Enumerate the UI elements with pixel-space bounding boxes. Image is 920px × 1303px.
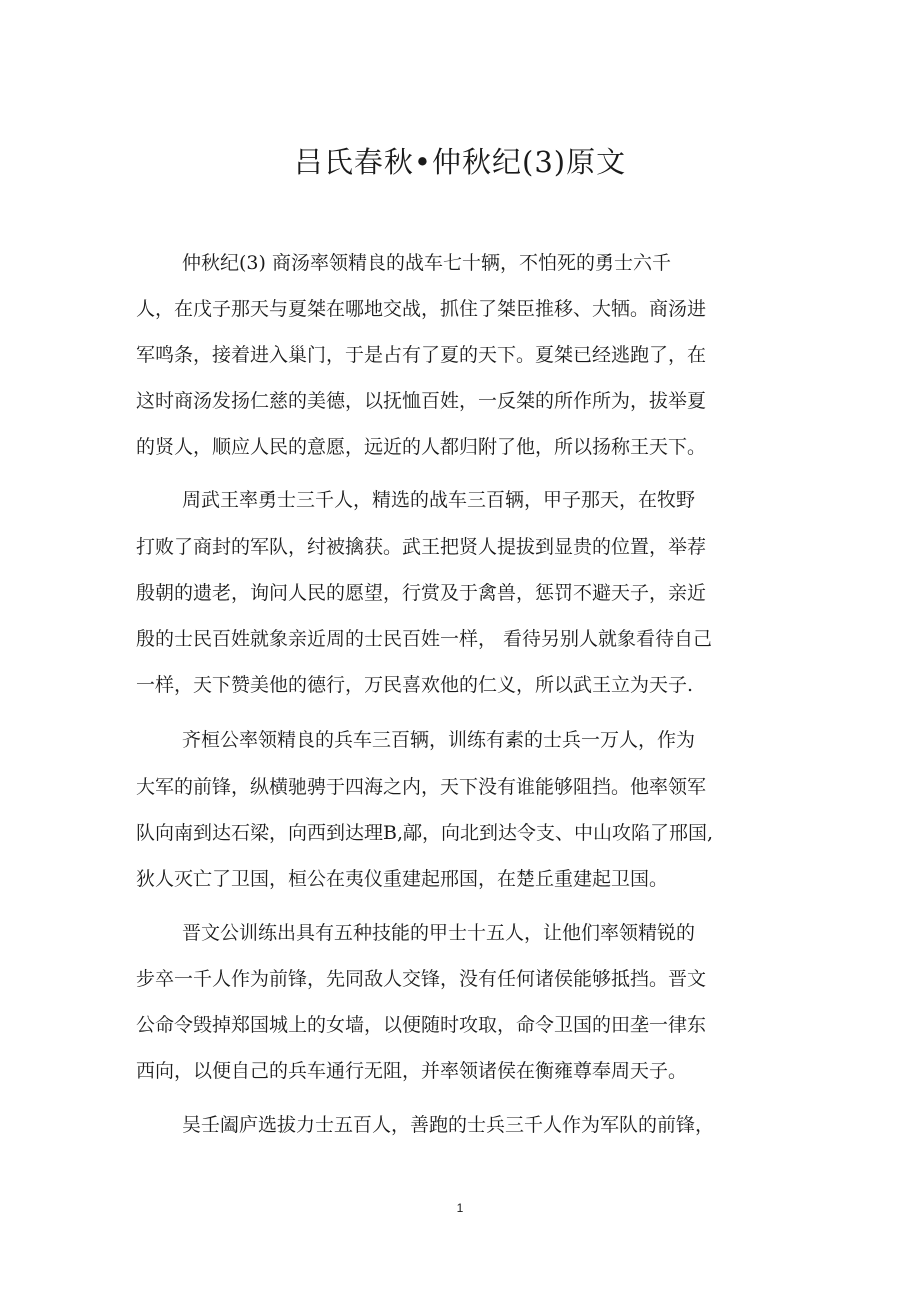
paragraph-line: 大军的前锋，纵横驰骋于四海之内，天下没有谁能够阻挡。他率领军 bbox=[136, 776, 707, 798]
paragraph-line: 仲秋纪(3) 商汤率领精良的战车七十辆，不怕死的勇士六千 bbox=[182, 252, 671, 274]
paragraph-line: 殷朝的遗老，询问人民的愿望，行赏及于禽兽，惩罚不避天子，亲近 bbox=[136, 582, 707, 604]
paragraph-line: 吴壬阖庐选拔力士五百人，善跑的士兵三千人作为军队的前锋， bbox=[182, 1114, 715, 1136]
paragraph-line: 打败了商封的军队，纣被擒获。武王把贤人提拔到显贵的位置，举荐 bbox=[136, 536, 707, 558]
paragraph-line: 公命令毁掉郑国城上的女墙，以便随时攻取，命令卫国的田垄一律东 bbox=[136, 1014, 707, 1036]
paragraph-line: 齐桓公率领精良的兵车三百辆，训练有素的士兵一万人，作为 bbox=[182, 729, 696, 751]
page-number: 1 bbox=[456, 1201, 464, 1215]
paragraph-line: 这时商汤发扬仁慈的美德，以抚恤百姓，一反桀的所作所为，拔举夏 bbox=[136, 390, 707, 412]
paragraph-line: 狄人灭亡了卫国，桓公在夷仪重建起邢国，在楚丘重建起卫国。 bbox=[136, 868, 669, 890]
paragraph-line: 的贤人，顺应人民的意愿，远近的人都归附了他，所以扬称王天下。 bbox=[136, 436, 707, 458]
paragraph-line: 周武王率勇士三千人，精选的战车三百辆，甲子那天，在牧野 bbox=[182, 489, 696, 511]
paragraph-line: 队向南到达石梁，向西到达理B,鄗，向北到达令支、中山攻陷了邢国, bbox=[136, 822, 714, 844]
paragraph-line: 殷的士民百姓就象亲近周的士民百姓一样， 看待另别人就象看待自己 bbox=[136, 628, 713, 650]
paragraph-line: 一样，天下赞美他的德行，万民喜欢他的仁义，所以武王立为天子. bbox=[136, 674, 694, 696]
paragraph-line: 人，在戊子那天与夏桀在哪地交战，抓住了桀臣推移、大牺。商汤进 bbox=[136, 298, 707, 320]
paragraph-line: 晋文公训练出具有五种技能的甲士十五人，让他们率领精锐的 bbox=[182, 922, 696, 944]
paragraph-line: 军鸣条，接着进入巢门，于是占有了夏的天下。夏桀已经逃跑了，在 bbox=[136, 344, 707, 366]
paragraph-line: 步卒一千人作为前锋，先同敌人交锋，没有任何诸侯能够抵挡。晋文 bbox=[136, 968, 707, 990]
paragraph-line: 西向，以便自己的兵车通行无阻，并率领诸侯在衡雍尊奉周天子。 bbox=[136, 1060, 688, 1082]
document-title: 吕氏春秋•仲秋纪(3)原文 bbox=[293, 145, 627, 179]
